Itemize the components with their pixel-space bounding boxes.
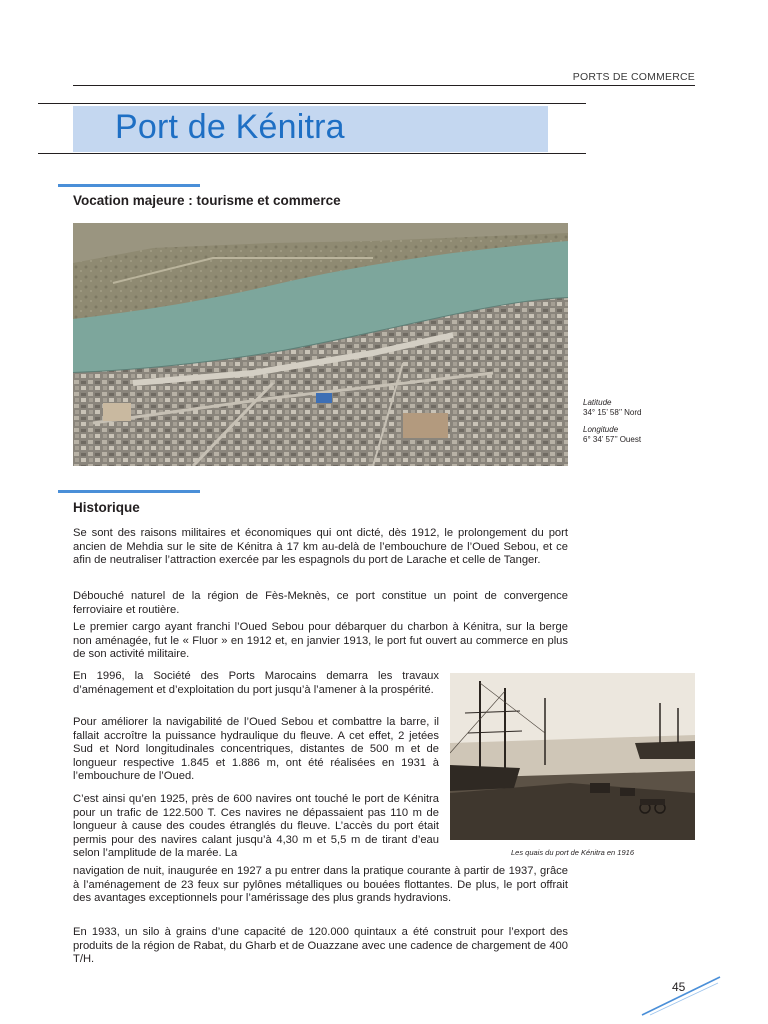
paragraph: Débouché naturel de la région de Fès-Meknès, ce port constitue un point de convergence ferroviaire et routière. — [73, 590, 568, 616]
paragraph: En 1933, un silo à grains d’une capacité de 120.000 quintaux a été construit pour l’export des produits de la région de Rabat, du Gharb et de Ouazzane avec une cadence de chargement de 400 T/H. — [73, 926, 568, 965]
paragraph: Le premier cargo ayant franchi l’Oued Sebou pour débarquer du charbon à Kénitra, sur la berge non aménagée, fut le « Fluor » en 1912 et, en janvier 1913, le port fut ouvert au commerce en plus de son activité militaire. — [73, 621, 568, 660]
header-rule — [73, 85, 695, 86]
paragraph: Pour améliorer la navigabilité de l’Oued Sebou et combattre la barre, il fallait accroître la puissance hydraulique du fleuve. A cet effet, 2 jetées Sud et Nord longitudinales concentriques, distantes de 500 m et de longueur respective 1.845 et 1.886 m, ont été réalisées en 1931 à l’embouchure de l’Oued. — [73, 716, 439, 782]
aerial-port-photo — [73, 223, 568, 466]
historic-quay-photo — [450, 673, 695, 840]
page-number: 45 — [672, 980, 686, 994]
title-rule-bottom — [38, 153, 586, 154]
photo-caption: Les quais du port de Kénitra en 1916 — [510, 848, 634, 857]
section-label: PORTS DE COMMERCE — [572, 71, 695, 83]
latitude-block — [583, 398, 642, 418]
title-rule-top — [38, 103, 586, 104]
historique-heading: Historique — [73, 500, 140, 515]
longitude-block — [583, 425, 641, 445]
longitude-label: Longitude — [583, 425, 619, 434]
latitude-value: 34° 15’ 58’’ Nord — [583, 408, 642, 417]
vocation-heading: Vocation majeure : tourisme et commerce — [73, 193, 341, 208]
page-title: Port de Kénitra — [115, 108, 345, 146]
paragraph: navigation de nuit, inaugurée en 1927 a pu entrer dans la pratique courante à partir de 1937, grâce à l’aménagement de 23 feux sur pylônes métalliques ou bouées flottantes. De plus, le port offrait des avantages exceptionnels pour l’amérissage des plus grands hydravions. — [73, 865, 568, 904]
section-accent-bar — [58, 490, 200, 493]
paragraph: C’est ainsi qu’en 1925, près de 600 navires ont touché le port de Kénitra pour un trafic de 122.500 T. Ces navires ne dépassaient pas 110 m de longueur à cause des coudes étranglés du fleuve. L’accès du port était permis pour des navires calant jusqu’à 4,30 m et 5,5 m de tirant d’eau selon l’amplitude de la marée. La — [73, 793, 439, 859]
section-accent-bar — [58, 184, 200, 187]
paragraph: Se sont des raisons militaires et économiques qui ont dicté, dès 1912, le prolongement du port ancien de Mehdia sur le site de Kénitra à 17 km au-delà de l’embouchure de l’Oued Sebou, et ce afin de neutraliser l’attraction exercée par les espagnols du port de Larache et celle de Tanger. — [73, 527, 568, 566]
latitude-label: Latitude — [583, 398, 612, 407]
longitude-value: 6° 34’ 57’’ Ouest — [583, 435, 642, 444]
paragraph: En 1996, la Société des Ports Marocains demarra les travaux d’aménagement et d’exploitation du port jusqu’à l’amener à la prospérité. — [73, 670, 439, 696]
